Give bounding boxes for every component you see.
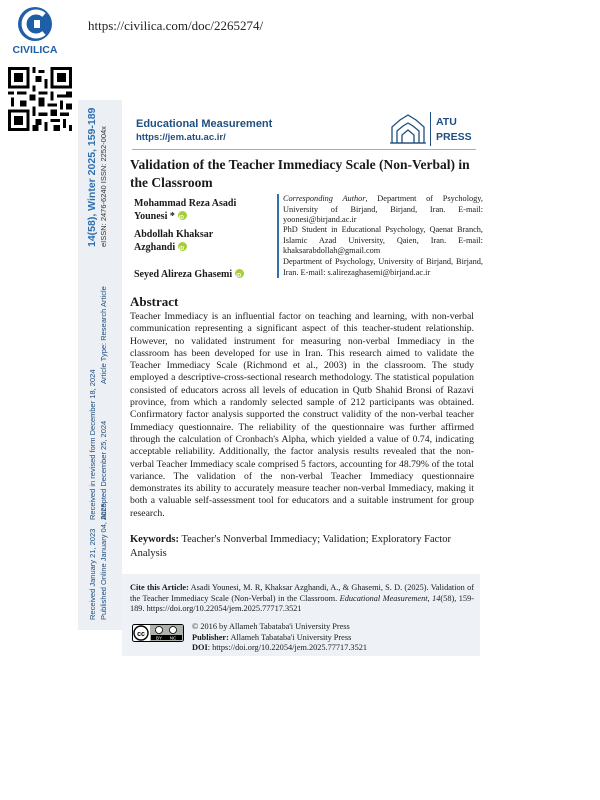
author-3-name-line-1: Seyed Alireza Ghasemi — [134, 269, 233, 280]
author-2-name-line-2: Azghandi — [134, 242, 176, 253]
doi-label: DOI — [192, 643, 208, 652]
abstract-heading: Abstract — [130, 294, 179, 309]
cite-text-1: Asadi Younesi, M. R, Khaksar Azghandi, A., & Ghasemi, S. D. (2025). Validation of the Teacher Immediacy Scale (Non-Verbal) in the Classroom. — [130, 583, 474, 603]
author-3-affiliation: Department of Psychology, University of Birjand, Birjand, Iran. E-mail: s.alirezaghasemi@birjand.ac.ir — [277, 257, 483, 278]
header-rule — [132, 149, 476, 150]
author-1-name-line-2: Younesi * — [134, 211, 175, 222]
author-1-name-line-1: Mohammad Reza Asadi — [134, 198, 237, 209]
cc-symbol: cc — [137, 630, 145, 638]
cc-nc-label: NC — [169, 635, 177, 641]
accepted-date: Accepted December 25, 2024 — [99, 420, 108, 520]
issn-info: eISSN: 2476-6240 ISSN: 2252-004x — [99, 126, 108, 247]
publisher-name: Allameh Tabataba'i University Press — [228, 632, 352, 642]
doi-link[interactable]: : https://doi.org/10.22054/jem.2025.77717.3521 — [207, 643, 368, 652]
cite-text-2: (58), 159-189. https://doi.org/10.22054/jem.2025.77717.3521 — [130, 593, 474, 613]
creative-commons-license-badge[interactable] — [132, 624, 184, 642]
cite-label: Cite this Article: — [130, 583, 189, 592]
issue-info: 14(58), Winter 2025, 159-189 — [86, 107, 98, 247]
author-2-name — [134, 228, 213, 254]
publisher-label: Publisher: — [192, 632, 229, 642]
atu-press-logo — [436, 115, 472, 145]
article-title: Validation of the Teacher Immediacy Scale (Non-Verbal) in the Classroom — [130, 157, 470, 190]
document-url-link[interactable]: https://civilica.com/doc/2265274/ — [88, 18, 264, 33]
atu-press-line-2: PRESS — [436, 131, 472, 143]
author-1-affiliation-text: , Department of Psychology, University of Birjand, Birjand, Iran. E-mail: yoonesi@birjand.ac.ir — [283, 194, 483, 224]
publisher-divider — [430, 112, 431, 146]
journal-name: Educational Measurement — [136, 118, 273, 130]
author-2-name-line-1: Abdollah Khaksar — [134, 229, 214, 240]
atu-press-emblem — [388, 113, 428, 145]
copyright-block — [192, 622, 367, 654]
citation-text — [130, 583, 474, 615]
qr-code — [8, 67, 72, 131]
keywords — [130, 533, 474, 561]
civilica-logo[interactable] — [6, 4, 64, 56]
received-date: Received January 21, 2023 — [88, 528, 97, 620]
orcid-icon[interactable] — [235, 269, 244, 278]
author-1-name — [134, 197, 236, 223]
author-2-affiliation: PhD Student in Educational Psychology, Qaenat Branch, Islamic Azad University, Qaien, Iran. E-mail: khaksarabdollah@gmail.com — [277, 225, 483, 257]
cite-journal: Educational Measurement, 14 — [339, 593, 441, 603]
atu-press-line-1: ATU — [436, 116, 457, 128]
article-type: Article Type: Research Article — [99, 286, 108, 384]
copyright-line: © 2016 by Allameh Tabataba'i University Press — [192, 622, 350, 631]
orcid-icon[interactable] — [178, 242, 187, 251]
keywords-label: Keywords: — [130, 534, 179, 545]
received-revised-date: Received in revised form December 18, 2024 — [88, 369, 97, 520]
author-3-name — [134, 268, 244, 281]
author-1-affiliation — [277, 194, 483, 226]
corresponding-author-label: Corresponding Author — [283, 194, 366, 203]
abstract-text: Teacher Immediacy is an influential factor on teaching and learning, with non-verbal communication representing a significant aspect of this teacher-student relationship. However, no validated instrument for measuring non-verbal Immediacy in the classroom has been developed for use in Iran. This research aimed to validate the Teacher Immediacy Scale (Richmond et al., 2003) in the classroom. The study employed a descriptive-cross-sectional research methodology. The statistical population consisted of educators across all levels of education in Qutb Shahid Bronsi of Razavi province, from which a randomly selected sample of 212 participants was obtained. Confirmatory factor analysis supported the construct validity of the non-verbal teacher Immediacy questionnaire. The reliability of the questionnaire was further affirmed through the calculation of Cronbach's Alpha, which yielded a value of 0.74, indicating acceptable reliability. Additionally, the factor analysis results revealed that the non-verbal Teacher Immediacy scale comprised 5 factors, accounting for 48.79% of the total variance. The validation of the non-verbal Teacher Immediacy questionnaire demonstrates its ability to accurately measure teacher non-verbal Immediacy, making it both a valuable self-assessment tool for educators and a suitable instrument for group research. — [130, 311, 474, 519]
orcid-icon[interactable] — [178, 211, 187, 220]
published-date: Published Online January 04, 2025 — [99, 503, 108, 620]
journal-url[interactable]: https://jem.atu.ac.ir/ — [136, 132, 226, 143]
cc-by-label: BY — [155, 635, 163, 641]
keywords-text: Teacher's Nonverbal Immediacy; Validation; Exploratory Factor Analysis — [130, 534, 451, 559]
civilica-logo-text: CIVILICA — [12, 44, 58, 56]
